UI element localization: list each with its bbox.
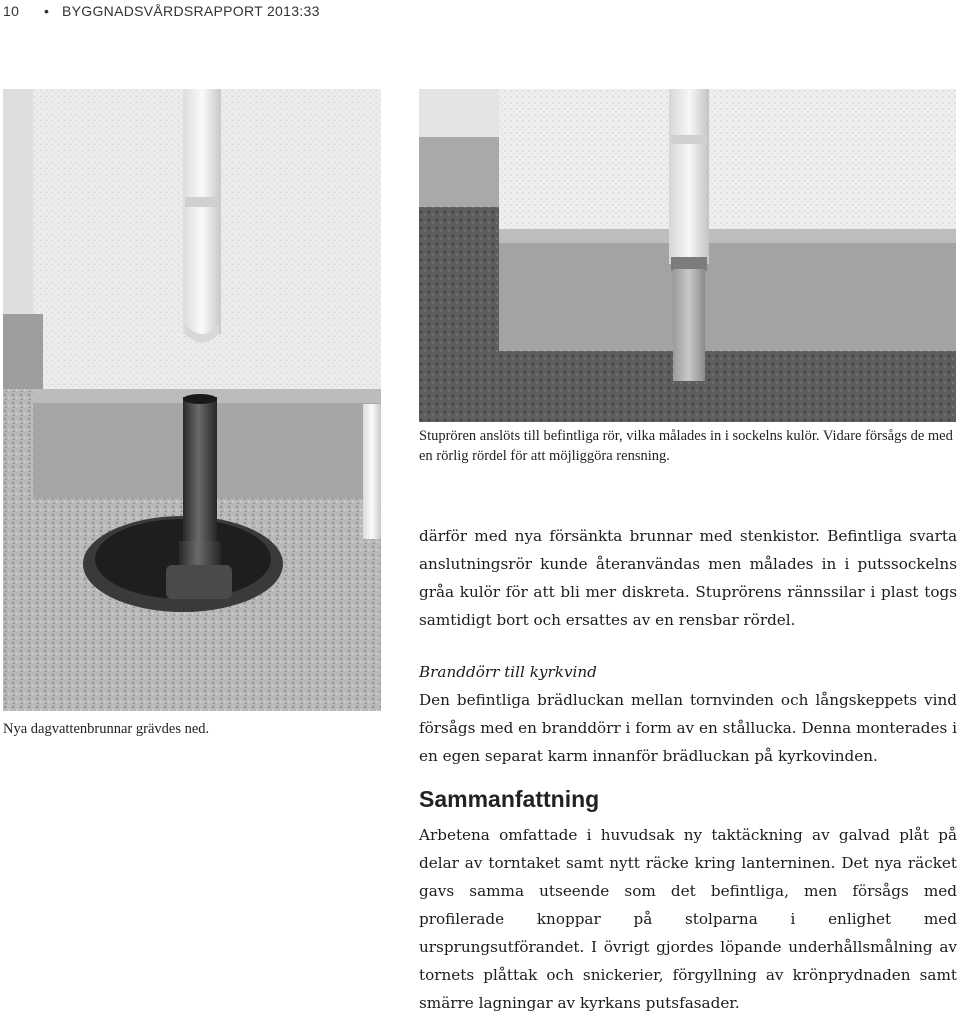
header-bullet: • bbox=[44, 3, 50, 19]
paragraph-text: Arbetena omfattade i huvudsak ny taktäckning av galvad plåt på delar av torntaket samt nytt räcke kring lanterninen. Det nya räcket gavs samma utseende som det befintliga, men försågs med profilerade knoppar på stolparna i enlighet med ursprungsutförandet. I övrigt gjordes löpande underhållsmålning av tornets plåttak och snickerier, förgyllning av krönprydnaden samt smärre lagningar av kyrkans putsfasader. bbox=[419, 826, 957, 1012]
photo-downpipe-connection bbox=[419, 89, 956, 422]
branddorr-section bbox=[419, 658, 957, 770]
page-number: 10 bbox=[3, 3, 20, 19]
section-heading: Sammanfattning bbox=[419, 786, 600, 812]
report-title: BYGGNADSVÅRDSRAPPORT 2013:33 bbox=[62, 3, 320, 19]
photo-drainage-well bbox=[3, 89, 381, 711]
summary-paragraph bbox=[419, 821, 957, 1017]
paragraph-text: Den befintliga brädluckan mellan tornvinden och långskeppets vind försågs med en branddörr i form av en stållucka. Denna monterades i en egen separat karm innanför brädluckan på kyrkovinden. bbox=[419, 691, 957, 765]
photo-caption-right: Stuprören anslöts till befintliga rör, vilka målades in i sockelns kulör. Vidare försågs de med en rörlig rördel för att möjliggöra rensning. bbox=[419, 428, 953, 464]
paragraph-text: därför med nya försänkta brunnar med stenkistor. Befintliga svarta anslutningsrör kunde återanvändas men målades in i putssockelns gråa kulör för att bli mer diskreta. Stuprörens rännssilar i plast togs samtidigt bort och ersattes av en rensbar rördel. bbox=[419, 527, 957, 629]
photo-caption-left: Nya dagvattenbrunnar grävdes ned. bbox=[3, 721, 210, 737]
sub-heading: Branddörr till kyrkvind bbox=[419, 663, 597, 681]
body-paragraph bbox=[419, 522, 957, 634]
